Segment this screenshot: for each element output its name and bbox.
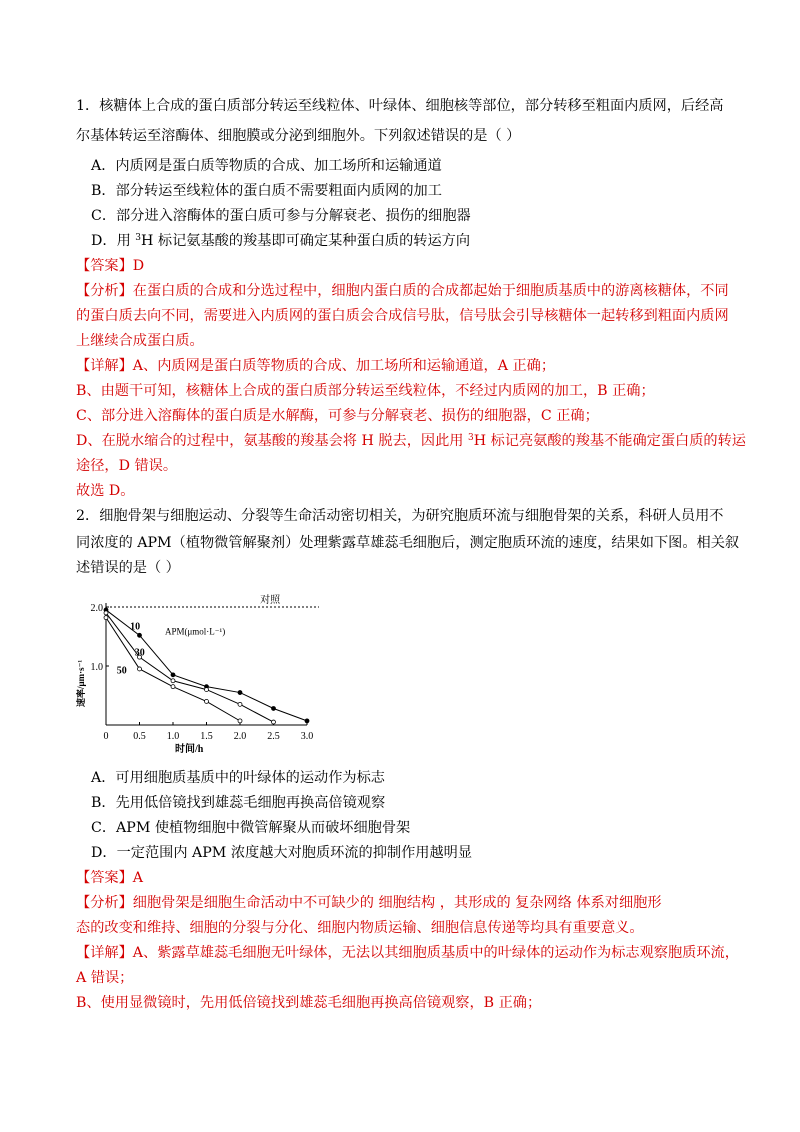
apm-chart <box>76 592 336 760</box>
q1-stem-line2: 尔基体转运至溶酶体、细胞膜或分泌到细胞外。下列叙述错误的是（ ） <box>76 128 521 144</box>
data-point <box>171 685 175 689</box>
q1-option-c: C．部分进入溶酶体的蛋白质可参与分解衰老、损伤的细胞器 <box>91 208 471 224</box>
series-label-50: 50 <box>116 665 127 677</box>
data-point <box>238 719 242 723</box>
x-tick-label: 1.0 <box>166 731 180 742</box>
q1-detail-b: B、由题干可知，核糖体上合成的蛋白质部分转运至线粒体，不经过内质网的加工，B 正确； <box>76 383 655 399</box>
data-point <box>238 702 242 706</box>
q2-analysis-line1: 【分析】细胞骨架是细胞生命活动中不可缺少的 细胞结构 ，其形成的 复杂网络 体系对细胞形 <box>76 895 662 911</box>
y-tick-label: 2.0 <box>90 603 103 614</box>
control-label: 对照 <box>260 595 281 606</box>
q1-conclusion: 故选 D。 <box>76 483 135 499</box>
data-point <box>272 706 276 710</box>
x-tick-label: 0 <box>103 731 109 742</box>
series-label-30: 30 <box>134 647 145 659</box>
answer-tag: 【答案】 <box>76 258 133 274</box>
x-axis-label: 时间/h <box>175 744 204 755</box>
data-point <box>104 616 108 620</box>
q1-option-b: B．部分转运至线粒体的蛋白质不需要粗面内质网的加工 <box>91 183 442 199</box>
q2-stem-line3: 述错误的是（ ） <box>76 560 180 576</box>
data-point <box>171 673 175 677</box>
q2-option-a: A．可用细胞质基质中的叶绿体的运动作为标志 <box>91 770 385 786</box>
q1-detail-a: 【详解】A、内质网是蛋白质等物质的合成、加工场所和运输通道，A 正确； <box>76 358 556 374</box>
q1-detail-d1: D、在脱水缩合的过程中，氨基酸的羧基会将 H 脱去，因此用 $^3$H 标记亮氨酸的羧基不能确定蛋白质的转运 <box>76 433 746 449</box>
x-tick-label: 2.0 <box>233 731 247 742</box>
x-tick-label: 3.0 <box>300 731 314 742</box>
q2-detail-b: B、使用显微镜时，先用低倍镜找到雄蕊毛细胞再换高倍镜观察，B 正确； <box>76 995 542 1011</box>
analysis-tag: 【分析】 <box>76 283 133 299</box>
legend-title: APM(μmol·L⁻¹) <box>164 626 226 637</box>
q1-analysis-line1: 【分析】在蛋白质的合成和分选过程中，细胞内蛋白质的合成都起始于细胞质基质中的游离核糖体，不同 <box>76 283 729 299</box>
q1-detail-d2: 途径，D 错误。 <box>76 458 178 474</box>
answer-tag: 【答案】 <box>76 870 133 886</box>
detail-tag: 【详解】 <box>76 945 133 961</box>
q2-option-b: B．先用低倍镜找到雄蕊毛细胞再换高倍镜观察 <box>91 795 386 811</box>
q2-answer: 【答案】A <box>76 870 144 886</box>
q1-detail-c: C、部分进入溶酶体的蛋白质是水解酶，可参与分解衰老、损伤的细胞器，C 正确； <box>76 408 599 424</box>
q2-option-c: C．APM 使植物细胞中微管解聚从而破坏细胞骨架 <box>91 820 411 836</box>
q1-option-d: D．用 $^3$H 标记氨基酸的羧基即可确定某种蛋白质的转运方向 <box>91 233 471 249</box>
q2-analysis-line2: 态的改变和维持、细胞的分裂与分化、细胞内物质运输、细胞信息传递等均具有重要意义。 <box>76 920 644 936</box>
q2-stem-line2: 同浓度的 APM（植物微管解聚剂）处理紫露草雄蕊毛细胞后，测定胞质环流的速度，结果如下图。相关叙 <box>76 535 740 551</box>
q2-detail-a2: A 错误； <box>76 970 134 986</box>
x-tick-label: 2.5 <box>267 731 280 742</box>
q1-answer: 【答案】D <box>76 258 145 274</box>
series-label-10: 10 <box>130 621 141 633</box>
q2-stem-line1: 2．细胞骨架与细胞运动、分裂等生命活动密切相关，为研究胞质环流与细胞骨架的关系，科研人员用不 <box>76 508 724 524</box>
x-tick-label: 0.5 <box>133 731 146 742</box>
analysis-tag: 【分析】 <box>76 895 133 911</box>
y-axis-label: 速率/μm·s⁻¹ <box>76 659 86 707</box>
q2-detail-a1: 【详解】A、紫露草雄蕊毛细胞无叶绿体，无法以其细胞质基质中的叶绿体的运动作为标志观察胞质环流， <box>76 945 739 961</box>
data-point <box>272 720 276 724</box>
q1-analysis-line3: 上继续合成蛋白质。 <box>76 333 204 349</box>
data-point <box>205 699 209 703</box>
q2-option-d: D．一定范围内 APM 浓度越大对胞质环流的抑制作用越明显 <box>91 845 473 861</box>
q1-option-a: A．内质网是蛋白质等物质的合成、加工场所和运输通道 <box>91 158 442 174</box>
data-point <box>305 719 309 723</box>
data-point <box>104 611 108 615</box>
data-point <box>238 691 242 695</box>
data-point <box>138 633 142 637</box>
y-tick-label: 1.0 <box>90 662 103 673</box>
data-point <box>138 667 142 671</box>
q1-stem-line1: 1．核糖体上合成的蛋白质部分转运至线粒体、叶绿体、细胞核等部位，部分转移至粗面内质网，后经高 <box>76 98 724 114</box>
data-point <box>205 688 209 692</box>
detail-tag: 【详解】 <box>76 358 133 374</box>
q1-analysis-line2: 的蛋白质去向不同，需要进入内质网的蛋白质会合成信号肽，信号肽会引导核糖体一起转移到粗面内质网 <box>76 308 729 324</box>
x-tick-label: 1.5 <box>200 731 213 742</box>
data-point <box>171 679 175 683</box>
